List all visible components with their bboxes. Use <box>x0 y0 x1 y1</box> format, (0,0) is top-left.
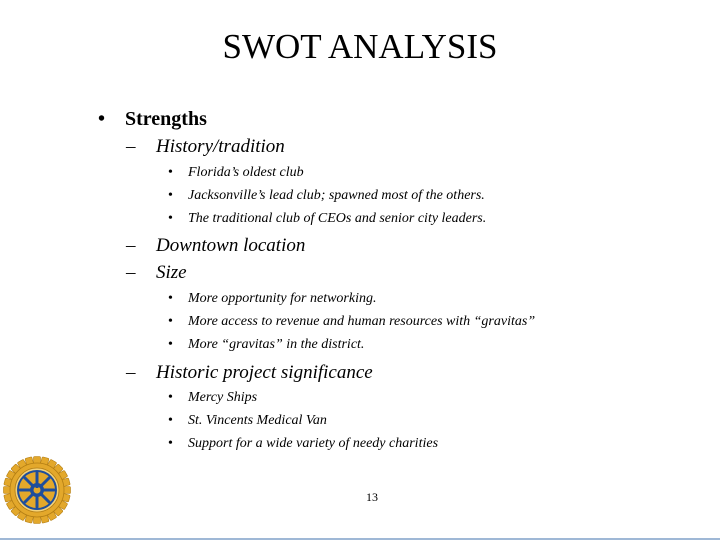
outline-level2-historic <box>126 361 373 385</box>
list-item <box>168 435 438 453</box>
list-item <box>168 389 257 407</box>
list-item-text: Mercy Ships <box>188 390 258 405</box>
list-item <box>168 336 364 354</box>
list-item <box>168 290 376 308</box>
bullet-level3: • <box>168 436 173 451</box>
outline-level1-strengths <box>98 107 207 131</box>
outline-level2-downtown <box>126 234 305 258</box>
outline-level2-size <box>126 261 187 285</box>
bullet-level3: • <box>168 337 173 352</box>
list-item <box>168 164 304 182</box>
list-item-text: St. Vincents Medical Van <box>188 413 327 428</box>
rotary-wheel-logo <box>2 455 72 525</box>
bullet-level1: • <box>98 108 106 130</box>
bullet-level3: • <box>168 314 173 329</box>
list-item-text: Support for a wide variety of needy charities <box>188 436 439 451</box>
bullet-level3: • <box>168 390 173 405</box>
bullet-level2: – <box>126 262 136 283</box>
rotary-wheel-icon <box>2 455 72 525</box>
list-item <box>168 187 485 205</box>
downtown-label: Downtown location <box>156 235 306 256</box>
bullet-level3: • <box>168 165 173 180</box>
history-label: History/tradition <box>156 136 285 157</box>
bullet-level3: • <box>168 413 173 428</box>
outline-level2-history <box>126 135 285 159</box>
bullet-level2: – <box>126 136 136 157</box>
historic-label: Historic project significance <box>156 362 373 383</box>
bullet-level3: • <box>168 188 173 203</box>
list-item <box>168 210 486 228</box>
bullet-level3: • <box>168 211 173 226</box>
page-number: 13 <box>366 490 378 504</box>
list-item-text: More access to revenue and human resources with “gravitas” <box>188 314 536 329</box>
bullet-level2: – <box>126 235 136 256</box>
list-item-text: More opportunity for networking. <box>188 291 377 306</box>
list-item-text: Jacksonville’s lead club; spawned most of the others. <box>188 188 485 203</box>
list-item-text: More “gravitas” in the district. <box>188 337 365 352</box>
strengths-label: Strengths <box>125 108 207 130</box>
list-item <box>168 412 327 430</box>
size-label: Size <box>156 262 187 283</box>
list-item-text: The traditional club of CEOs and senior city leaders. <box>188 211 487 226</box>
list-item-text: Florida’s oldest club <box>188 165 304 180</box>
list-item <box>168 313 535 331</box>
slide-title: SWOT ANALYSIS <box>222 27 498 66</box>
bullet-level3: • <box>168 291 173 306</box>
bullet-level2: – <box>126 362 136 383</box>
